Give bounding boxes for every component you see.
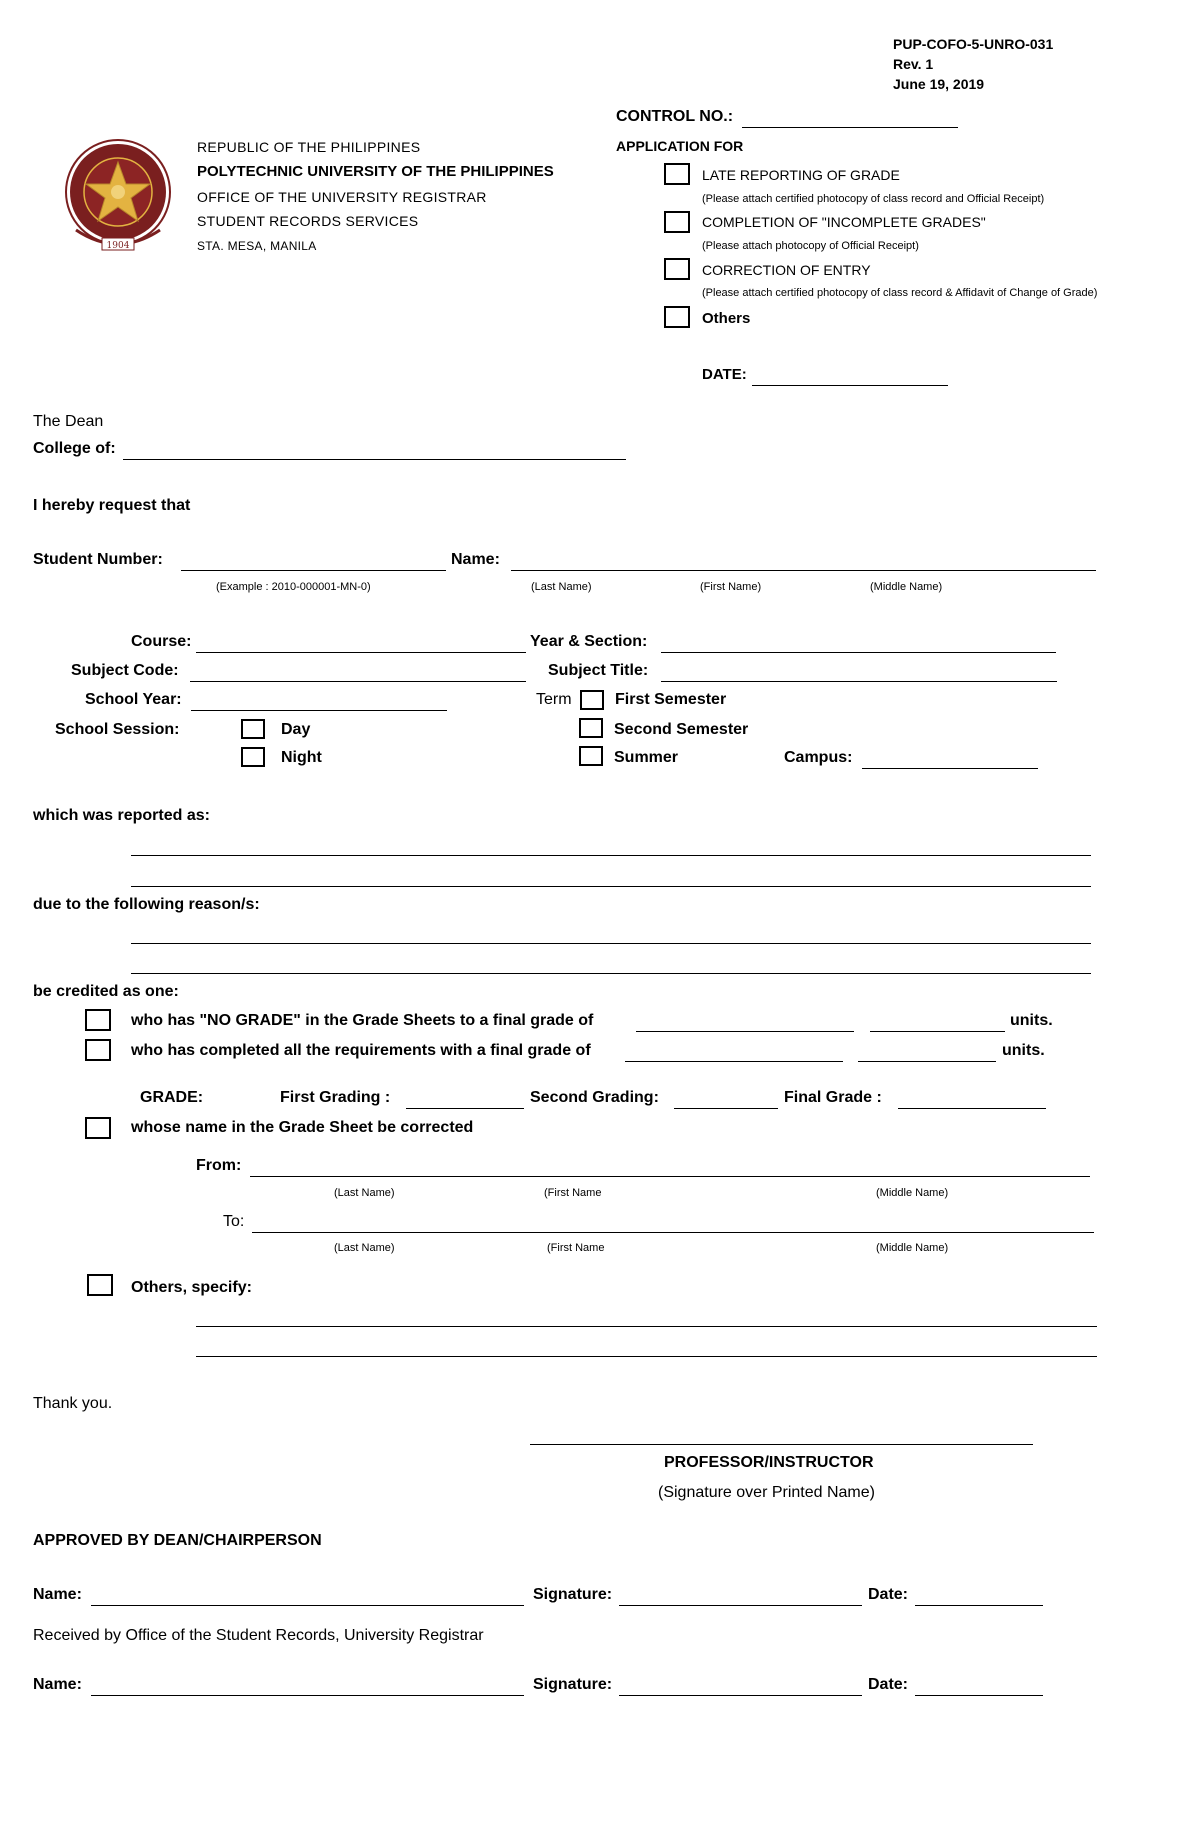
night-session-checkbox[interactable]	[241, 747, 265, 767]
school-year-field[interactable]	[191, 710, 447, 711]
to-first-name-hint: (First Name	[547, 1242, 605, 1254]
campus-label: Campus:	[784, 749, 853, 766]
student-number-label: Student Number:	[33, 551, 163, 568]
services-line: STUDENT RECORDS SERVICES	[197, 213, 419, 229]
name-correction-label: whose name in the Grade Sheet be corrected	[131, 1119, 474, 1136]
thank-you: Thank you.	[33, 1395, 113, 1412]
correction-entry-checkbox[interactable]	[664, 258, 690, 280]
reasons-label: due to the following reason/s:	[33, 896, 260, 913]
second-semester-checkbox[interactable]	[579, 718, 603, 738]
dean-line: The Dean	[33, 413, 104, 430]
dean-signature-label: Signature:	[533, 1586, 613, 1603]
others-specify-line-2[interactable]	[196, 1356, 1097, 1357]
college-label: College of:	[33, 440, 116, 457]
summer-label: Summer	[614, 749, 679, 766]
others-application-checkbox[interactable]	[664, 306, 690, 328]
control-no-field[interactable]	[742, 127, 958, 128]
no-grade-units-field[interactable]	[870, 1031, 1005, 1032]
second-semester-label: Second Semester	[614, 721, 749, 738]
no-grade-label: who has "NO GRADE" in the Grade Sheets to a final grade of	[131, 1012, 594, 1029]
student-number-field[interactable]	[181, 570, 446, 571]
day-session-label: Day	[281, 721, 311, 738]
late-reporting-label: LATE REPORTING OF GRADE	[702, 167, 900, 183]
year-section-field[interactable]	[661, 652, 1056, 653]
registrar-date-label: Date:	[868, 1676, 909, 1693]
from-middle-name-hint: (Middle Name)	[876, 1187, 949, 1199]
final-grade-field[interactable]	[898, 1108, 1046, 1109]
course-field[interactable]	[196, 652, 526, 653]
svg-text:1904: 1904	[106, 241, 130, 251]
subject-code-field[interactable]	[190, 681, 526, 682]
registrar-signature-label: Signature:	[533, 1676, 613, 1693]
school-year-label: School Year:	[85, 691, 182, 708]
office-line: OFFICE OF THE UNIVERSITY REGISTRAR	[197, 189, 487, 205]
correction-entry-label: CORRECTION OF ENTRY	[702, 262, 871, 278]
term-label: Term	[536, 691, 572, 708]
school-session-label: School Session:	[55, 721, 180, 738]
correction-entry-note: (Please attach certified photocopy of class record & Affidavit of Change of Grade)	[702, 287, 1098, 299]
dean-name-label: Name:	[33, 1586, 82, 1603]
first-semester-label: First Semester	[615, 691, 727, 708]
completed-final-grade-field[interactable]	[625, 1061, 843, 1062]
second-grading-field[interactable]	[674, 1108, 778, 1109]
no-grade-units-label: units.	[1010, 1012, 1053, 1029]
late-reporting-note: (Please attach certified photocopy of class record and Official Receipt)	[702, 193, 1045, 205]
subject-code-label: Subject Code:	[71, 662, 179, 679]
others-application-label: Others	[702, 310, 751, 327]
first-grading-label: First Grading :	[280, 1089, 391, 1106]
night-session-label: Night	[281, 749, 322, 766]
reported-as-line-1[interactable]	[131, 855, 1091, 856]
middle-name-hint: (Middle Name)	[870, 581, 943, 593]
name-correction-checkbox[interactable]	[85, 1117, 111, 1139]
final-grade-label: Final Grade :	[784, 1089, 882, 1106]
from-name-field[interactable]	[250, 1176, 1090, 1177]
subject-title-field[interactable]	[661, 681, 1057, 682]
registrar-name-field[interactable]	[91, 1695, 524, 1696]
grade-label: GRADE:	[140, 1089, 204, 1106]
control-no-label: CONTROL NO.:	[616, 108, 734, 125]
completed-units-label: units.	[1002, 1042, 1045, 1059]
first-name-hint: (First Name)	[700, 581, 762, 593]
completion-incomplete-checkbox[interactable]	[664, 211, 690, 233]
professor-label: PROFESSOR/INSTRUCTOR	[664, 1454, 874, 1471]
no-grade-final-grade-field[interactable]	[636, 1031, 854, 1032]
republic-line: REPUBLIC OF THE PHILIPPINES	[197, 139, 421, 155]
to-middle-name-hint: (Middle Name)	[876, 1242, 949, 1254]
doc-date: June 19, 2019	[893, 76, 985, 92]
second-grading-label: Second Grading:	[530, 1089, 659, 1106]
revision: Rev. 1	[893, 56, 934, 72]
request-intro: I hereby request that	[33, 497, 191, 514]
subject-title-label: Subject Title:	[548, 662, 649, 679]
registrar-signature-field[interactable]	[619, 1695, 862, 1696]
completed-units-field[interactable]	[858, 1061, 996, 1062]
reported-as-line-2[interactable]	[131, 886, 1091, 887]
first-grading-field[interactable]	[406, 1108, 524, 1109]
name-label: Name:	[451, 551, 500, 568]
dean-date-label: Date:	[868, 1586, 909, 1603]
last-name-hint: (Last Name)	[531, 581, 592, 593]
dean-name-field[interactable]	[91, 1605, 524, 1606]
university-name: POLYTECHNIC UNIVERSITY OF THE PHILIPPINES	[197, 163, 554, 180]
received-label: Received by Office of the Student Records, University Registrar	[33, 1627, 484, 1644]
reasons-line-2[interactable]	[131, 973, 1091, 974]
application-label: APPLICATION FOR	[616, 138, 744, 154]
from-first-name-hint: (First Name	[544, 1187, 602, 1199]
application-date-label: DATE:	[702, 366, 747, 383]
reported-as-label: which was reported as:	[33, 807, 210, 824]
first-semester-checkbox[interactable]	[580, 690, 604, 710]
day-session-checkbox[interactable]	[241, 719, 265, 739]
to-name-field[interactable]	[252, 1232, 1094, 1233]
reasons-line-1[interactable]	[131, 943, 1091, 944]
year-section-label: Year & Section:	[530, 633, 648, 650]
name-field[interactable]	[511, 570, 1096, 571]
approved-label: APPROVED BY DEAN/CHAIRPERSON	[33, 1532, 322, 1549]
dean-date-field[interactable]	[915, 1605, 1043, 1606]
course-label: Course:	[131, 633, 192, 650]
no-grade-checkbox[interactable]	[85, 1009, 111, 1031]
from-last-name-hint: (Last Name)	[334, 1187, 395, 1199]
college-field[interactable]	[123, 459, 626, 460]
student-number-example: (Example : 2010-000001-MN-0)	[216, 581, 371, 593]
to-label: To:	[223, 1213, 245, 1230]
university-seal	[58, 134, 178, 260]
from-label: From:	[196, 1157, 242, 1174]
registrar-name-label: Name:	[33, 1676, 82, 1693]
campus-field[interactable]	[862, 768, 1038, 769]
registrar-date-field[interactable]	[915, 1695, 1043, 1696]
others-specify-line-1[interactable]	[196, 1326, 1097, 1327]
completion-incomplete-note: (Please attach photocopy of Official Receipt)	[702, 240, 919, 252]
doc-code: PUP-COFO-5-UNRO-031	[893, 36, 1054, 52]
others-specify-label: Others, specify:	[131, 1279, 252, 1296]
signature-printed-name: (Signature over Printed Name)	[658, 1484, 875, 1501]
completed-label: who has completed all the requirements with a final grade of	[131, 1042, 591, 1059]
completed-checkbox[interactable]	[85, 1039, 111, 1061]
address-line: STA. MESA, MANILA	[197, 239, 317, 253]
credited-label: be credited as one:	[33, 983, 179, 1000]
professor-signature-field[interactable]	[530, 1444, 1033, 1445]
completion-incomplete-label: COMPLETION OF "INCOMPLETE GRADES"	[702, 214, 986, 230]
seal-icon	[58, 134, 178, 260]
to-last-name-hint: (Last Name)	[334, 1242, 395, 1254]
application-date-field[interactable]	[752, 385, 948, 386]
summer-checkbox[interactable]	[579, 746, 603, 766]
dean-signature-field[interactable]	[619, 1605, 862, 1606]
late-reporting-checkbox[interactable]	[664, 163, 690, 185]
others-specify-checkbox[interactable]	[87, 1274, 113, 1296]
